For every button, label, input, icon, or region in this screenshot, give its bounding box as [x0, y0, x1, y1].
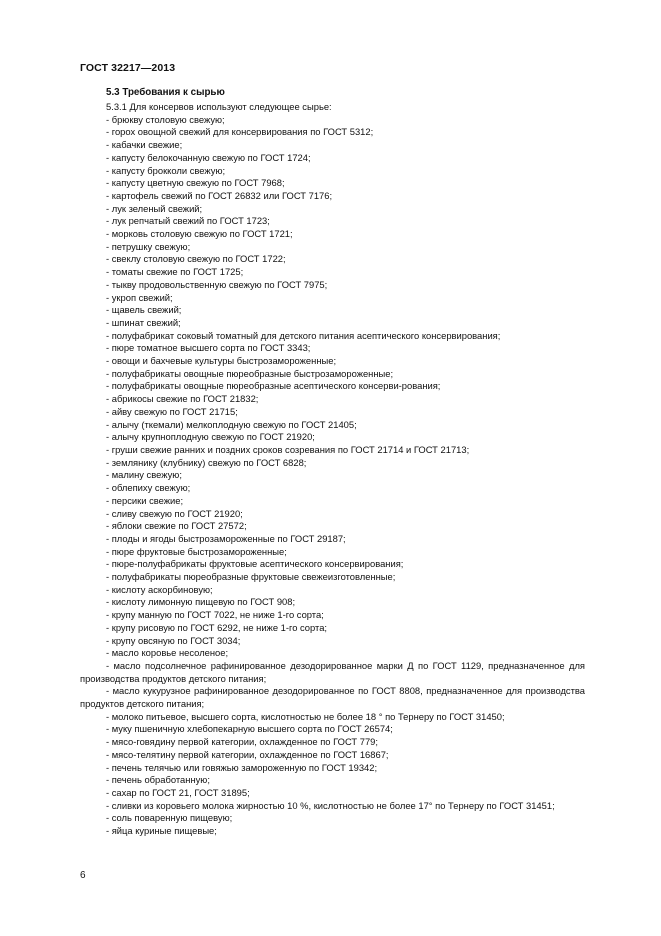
list-item: - яблоки свежие по ГОСТ 27572;: [106, 520, 247, 532]
list-item: - петрушку свежую;: [106, 240, 191, 252]
list-item: - томаты свежие по ГОСТ 1725;: [106, 266, 244, 278]
list-item: - персики свежие;: [106, 494, 184, 506]
list-item: - крупу рисовую по ГОСТ 6292, не ниже 1-го сорта;: [106, 621, 328, 633]
list-item: - шпинат свежий;: [106, 316, 181, 328]
list-item: - овощи и бахчевые культуры быстрозамороженные;: [106, 355, 337, 367]
list-item: - лук репчатый свежий по ГОСТ 1723;: [106, 215, 270, 227]
paragraph-sunflower-oil: - масло подсолнечное рафинированное дезодорированное марки Д по ГОСТ 1129, предназначенное для производства продуктов детского питания;: [80, 659, 585, 684]
list-item: - брюкву столовую свежую;: [106, 113, 225, 125]
list-item: - соль поваренную пищевую;: [106, 812, 233, 824]
list-item: - землянику (клубнику) свежую по ГОСТ 6828;: [106, 456, 307, 468]
list-item: - щавель свежий;: [106, 304, 182, 316]
list-item: - кислоту лимонную пищевую по ГОСТ 908;: [106, 596, 296, 608]
list-item: - алычу крупноплодную свежую по ГОСТ 21920;: [106, 431, 315, 443]
list-item: - пюре фруктовые быстрозамороженные;: [106, 545, 287, 557]
list-item: - капусту белокочанную свежую по ГОСТ 1724;: [106, 151, 311, 163]
list-item: - крупу овсяную по ГОСТ 3034;: [106, 634, 241, 646]
page-number: 6: [80, 870, 86, 881]
document-header: ГОСТ 32217—2013: [80, 62, 176, 74]
list-item: - кабачки свежие;: [106, 139, 183, 151]
section-title: 5.3 Требования к сырью: [106, 87, 225, 98]
list-item: - укроп свежий;: [106, 291, 173, 303]
list-item: - полуфабрикаты овощные пюреобразные быстрозамороженные;: [106, 367, 394, 379]
list-item: - капусту цветную свежую по ГОСТ 7968;: [106, 177, 285, 189]
document-body: [80, 101, 585, 838]
list-item: - сахар по ГОСТ 21, ГОСТ 31895;: [106, 786, 250, 798]
list-item: - груши свежие ранних и поздних сроков созревания по ГОСТ 21714 и ГОСТ 21713;: [106, 443, 470, 455]
list-item: - муку пшеничную хлебопекарную высшего сорта по ГОСТ 26574;: [106, 723, 393, 735]
list-item: - морковь столовую свежую по ГОСТ 1721;: [106, 228, 293, 240]
list-item: - плоды и ягоды быстрозамороженные по ГОСТ 29187;: [106, 532, 346, 544]
list-item: - масло коровье несоленое;: [106, 647, 229, 659]
list-item: - капусту брокколи свежую;: [106, 164, 226, 176]
list-item: - полуфабрикаты пюреобразные фруктовые свежеизготовленные;: [106, 571, 396, 583]
list-item: - сливу свежую по ГОСТ 21920;: [106, 507, 243, 519]
list-item: - полуфабрикат соковый томатный для детского питания асептического консервирования;: [106, 329, 501, 341]
list-item: - полуфабрикаты овощные пюреобразные асептического консерви-рования;: [106, 380, 441, 392]
list-item: - пюре-полуфабрикаты фруктовые асептического консервирования;: [106, 558, 404, 570]
list-item: - мясо-говядину первой категории, охлажденное по ГОСТ 779;: [106, 736, 379, 748]
paragraph-corn-oil: - масло кукурузное рафинированное дезодорированное по ГОСТ 8808, предназначенное для производства продуктов детского питания;: [80, 685, 585, 710]
list-item: - печень телячью или говяжью замороженную по ГОСТ 19342;: [106, 761, 378, 773]
list-item: - кислоту аскорбиновую;: [106, 583, 213, 595]
list-item: - мясо-телятину первой категории, охлажденное по ГОСТ 16867;: [106, 748, 389, 760]
list-item: - облепиху свежую;: [106, 482, 191, 494]
list-item: - яйца куриные пищевые;: [106, 825, 217, 837]
list-item: - свеклу столовую свежую по ГОСТ 1722;: [106, 253, 286, 265]
paragraph-cream: - сливки из коровьего молока жирностью 10 %, кислотностью не более 17° по Тернеру по ГОСТ 31451;: [106, 799, 555, 811]
list-item: - картофель свежий по ГОСТ 26832 или ГОСТ 7176;: [106, 189, 333, 201]
section-intro: 5.3.1 Для консервов используют следующее сырье:: [106, 101, 332, 112]
list-item: - горох овощной свежий для консервирования по ГОСТ 5312;: [106, 126, 374, 138]
list-item: - айву свежую по ГОСТ 21715;: [106, 405, 238, 417]
list-item: - лук зеленый свежий;: [106, 202, 203, 214]
list-item: - алычу (ткемали) мелкоплодную свежую по ГОСТ 21405;: [106, 418, 357, 430]
list-item: - молоко питьевое, высшего сорта, кислотностью не более 18 ° по Тернеру по ГОСТ 31450;: [106, 710, 505, 722]
list-item: - печень обработанную;: [106, 774, 210, 786]
list-item: - пюре томатное высшего сорта по ГОСТ 3343;: [106, 342, 311, 354]
list-item: - крупу манную по ГОСТ 7022, не ниже 1-го сорта;: [106, 609, 324, 621]
list-item: - абрикосы свежие по ГОСТ 21832;: [106, 393, 259, 405]
list-item: - малину свежую;: [106, 469, 182, 481]
list-item: - тыкву продовольственную свежую по ГОСТ 7975;: [106, 278, 328, 290]
